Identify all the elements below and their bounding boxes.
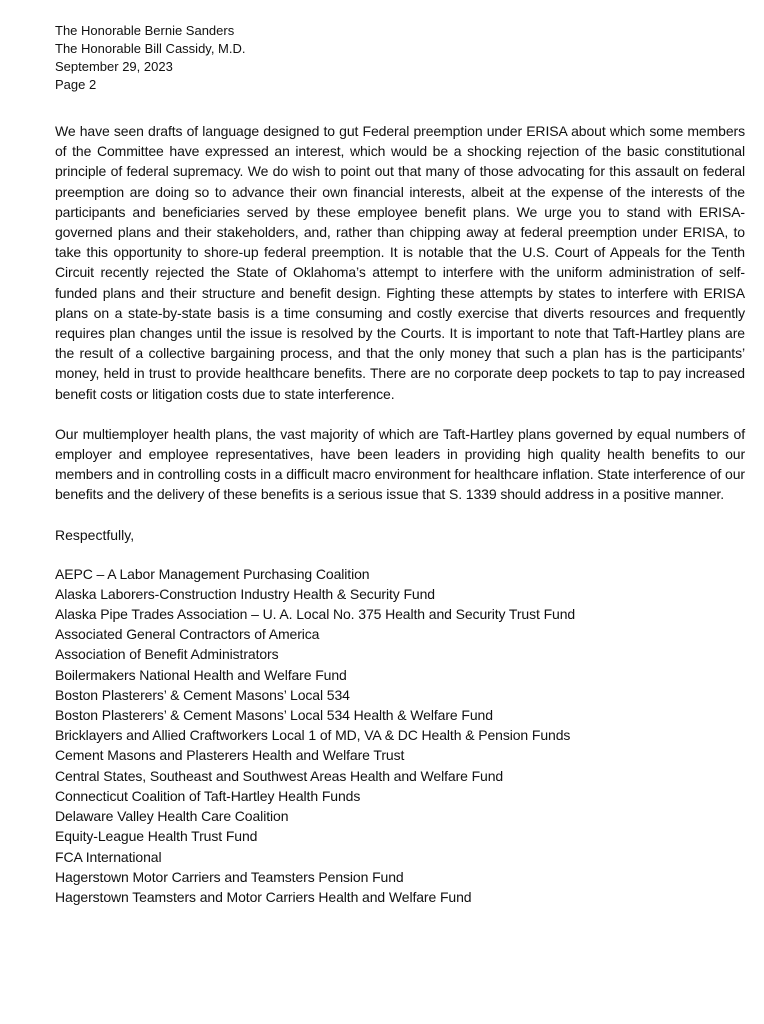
signatory-item: Delaware Valley Health Care Coalition bbox=[55, 808, 289, 825]
closing-salutation: Respectfully, bbox=[55, 526, 135, 543]
signatory-item: Boston Plasterers’ & Cement Masons’ Local 534 bbox=[55, 686, 350, 703]
signatory-item: FCA International bbox=[55, 848, 162, 865]
signatory-item: Alaska Laborers-Construction Industry Health & Security Fund bbox=[55, 585, 435, 602]
signatory-item: Bricklayers and Allied Craftworkers Local 1 of MD, VA & DC Health & Pension Funds bbox=[55, 727, 571, 744]
signatory-item: Associated General Contractors of America bbox=[55, 626, 320, 643]
signatory-item: Association of Benefit Administrators bbox=[55, 646, 279, 663]
signatory-item: Hagerstown Motor Carriers and Teamsters Pension Fund bbox=[55, 868, 404, 885]
signatory-item: Hagerstown Teamsters and Motor Carriers Health and Welfare Fund bbox=[55, 888, 472, 905]
signatory-item: Connecticut Coalition of Taft-Hartley Health Funds bbox=[55, 787, 361, 804]
signatory-item: AEPC – A Labor Management Purchasing Coalition bbox=[55, 565, 370, 582]
letter-page bbox=[55, 22, 745, 907]
recipient-line-2: The Honorable Bill Cassidy, M.D. bbox=[55, 41, 246, 56]
page-number: Page 2 bbox=[55, 77, 97, 92]
signatory-item: Boston Plasterers’ & Cement Masons’ Local 534 Health & Welfare Fund bbox=[55, 707, 493, 724]
signatory-item: Alaska Pipe Trades Association – U. A. Local No. 375 Health and Security Trust Fund bbox=[55, 606, 576, 623]
letter-header bbox=[55, 22, 745, 94]
body-paragraph-2: Our multiemployer health plans, the vast majority of which are Taft-Hartley plans governed by equal numbers of employer and employee representatives, have been leaders in providing high quality health benefits to our members and in controlling costs in a difficult macro environment for healthcare inflation. State interference of our benefits and the delivery of these benefits is a serious issue that S. 1339 should address in a positive manner. bbox=[55, 425, 745, 503]
body-paragraph-1: We have seen drafts of language designed to gut Federal preemption under ERISA about which some members of the Committee have expressed an interest, which would be a shocking rejection of the basic constitutional principle of federal supremacy. We do wish to point out that many of those advocating for this assault on federal preemption are doing so to advance their own financial interests, albeit at the expense of the interests of the participants and beneficiaries served by these employee benefit plans. We urge you to stand with ERISA-governed plans and their stakeholders, and, rather than chipping away at federal preemption under ERISA, to take this opportunity to shore-up federal preemption. It is notable that the U.S. Court of Appeals for the Tenth Circuit recently rejected the State of Oklahoma’s attempt to interfere with the uniform administration of self-funded plans and their structure and benefit design. Fighting these attempts by states to interfere with ERISA plans on a state-by-state basis is a time consuming and costly exercise that diverts resources and frequently requires plan changes until the issue is resolved by the Courts. It is important to note that Taft-Hartley plans are the result of a collective bargaining process, and that the only money that such a plan has is the participants’ money, held in trust to provide healthcare benefits. There are no corporate deep pockets to tap to pay increased benefit costs or litigation costs due to state interference. bbox=[55, 123, 745, 402]
signatory-list bbox=[55, 564, 745, 907]
signatory-item: Boilermakers National Health and Welfare Fund bbox=[55, 666, 347, 683]
signatory-item: Central States, Southeast and Southwest Areas Health and Welfare Fund bbox=[55, 767, 504, 784]
signatory-item: Equity-League Health Trust Fund bbox=[55, 828, 258, 845]
letter-date: September 29, 2023 bbox=[55, 59, 173, 74]
recipient-line-1: The Honorable Bernie Sanders bbox=[55, 23, 235, 38]
signatory-item: Cement Masons and Plasterers Health and Welfare Trust bbox=[55, 747, 405, 764]
